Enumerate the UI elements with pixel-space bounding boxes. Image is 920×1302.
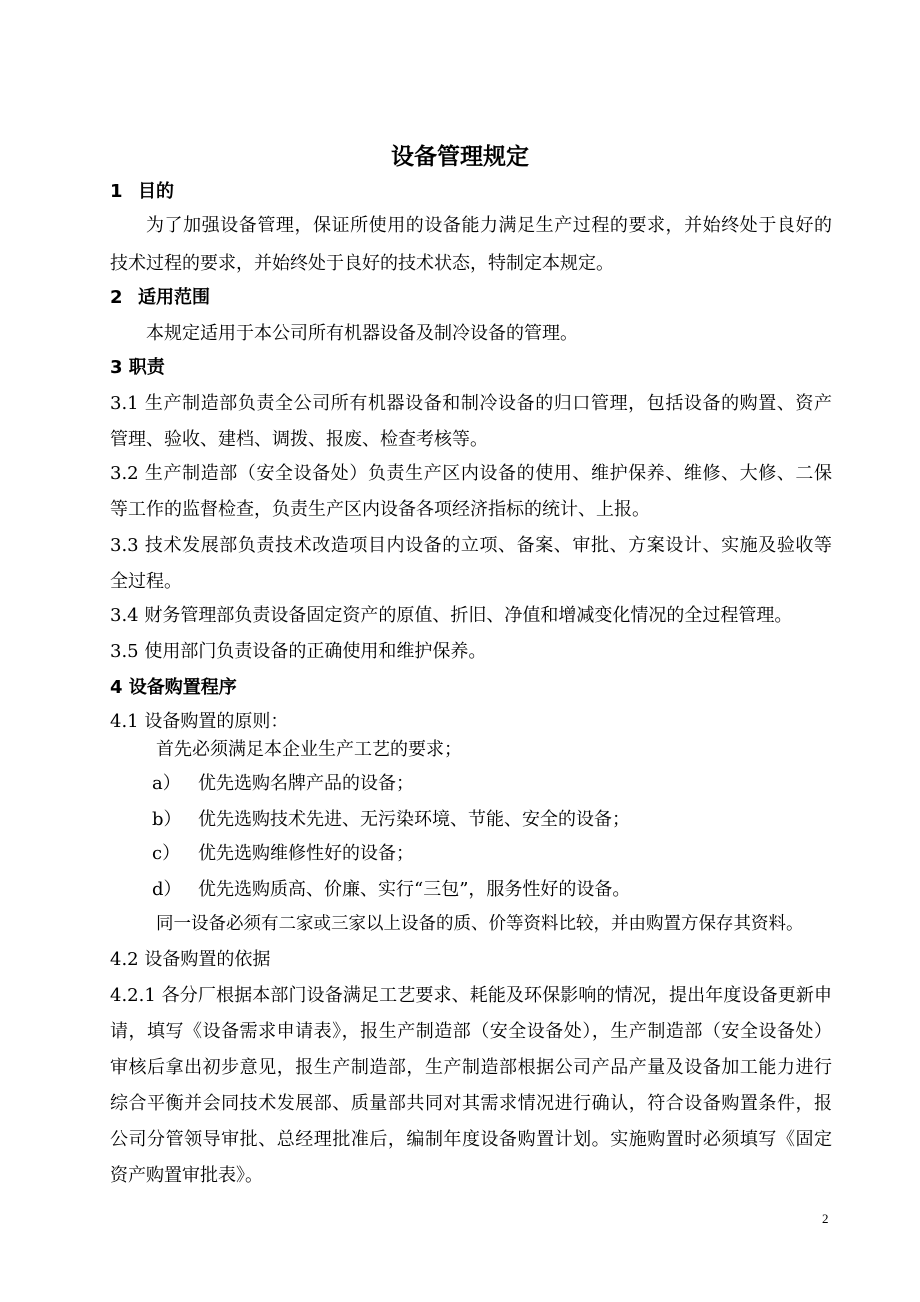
clause-3-3-line-1: 3.3 技术发展部负责技术改造项目内设备的立项、备案、审批、方案设计、实施及验收等 (110, 535, 832, 556)
list-item-text: 优先选购质高、价廉、实行“三包”，服务性好的设备。 (198, 879, 631, 900)
page-number: 2 (822, 1211, 829, 1226)
list-item (152, 772, 874, 796)
list-item-label: c） (152, 843, 181, 864)
clause-3-1-line-1: 3.1 生产制造部负责全公司所有机器设备和制冷设备的归口管理，包括设备的购置、资产 (110, 393, 832, 414)
section-1-number: 1 (110, 181, 123, 202)
clause-3-4: 3.4 财务管理部负责设备固定资产的原值、折旧、净值和增减变化情况的全过程管理。 (110, 605, 793, 626)
section-1-heading (110, 180, 832, 204)
clause-4-1: 4.1 设备购置的原则： (110, 711, 289, 732)
section-2-heading (110, 286, 832, 310)
section-1-title: 目的 (138, 181, 174, 202)
list-item-text: 优先选购维修性好的设备； (198, 843, 414, 864)
clause-3-1-line-2: 管理、验收、建档、调拨、报废、检查考核等。 (110, 429, 488, 450)
clause-4-2-1-line-2: 请，填写《设备需求申请表》，报生产制造部（安全设备处），生产制造部（安全设备处） (110, 1021, 832, 1042)
paragraph-purpose-line-2: 技术过程的要求，并始终处于良好的技术状态，特制定本规定。 (110, 253, 614, 274)
list-item (152, 878, 874, 902)
list-item-label: a） (152, 773, 181, 794)
section-4-heading: 4 设备购置程序 (110, 677, 237, 698)
clause-3-5: 3.5 使用部门负责设备的正确使用和维护保养。 (110, 641, 487, 662)
clause-3-2-line-2: 等工作的监督检查，负责生产区内设备各项经济指标的统计、上报。 (110, 499, 650, 520)
list-item (152, 808, 874, 832)
clause-4-2-1-line-5: 公司分管领导审批、总经理批准后，编制年度设备购置计划。实施购置时必须填写《固定 (110, 1129, 832, 1150)
list-item-text: 优先选购名牌产品的设备； (198, 773, 414, 794)
clause-4-2-1-line-4: 综合平衡并会同技术发展部、质量部共同对其需求情况进行确认，符合设备购置条件，报 (110, 1093, 832, 1114)
section-3-heading: 3 职责 (110, 357, 165, 378)
paragraph-scope: 本规定适用于本公司所有机器设备及制冷设备的管理。 (146, 323, 578, 344)
clause-4-2-1-line-6: 资产购置审批表》。 (110, 1165, 263, 1186)
clause-4-1-intro: 首先必须满足本企业生产工艺的要求； (156, 739, 462, 760)
list-item (152, 842, 874, 866)
clause-4-2-1-line-1: 4.2.1 各分厂根据本部门设备满足工艺要求、耗能及环保影响的情况，提出年度设备更新申 (110, 985, 832, 1006)
section-2-number: 2 (110, 287, 123, 308)
clause-3-3-line-2: 全过程。 (110, 571, 182, 592)
section-2-title: 适用范围 (138, 287, 210, 308)
clause-4-2-1-line-3: 审核后拿出初步意见，报生产制造部，生产制造部根据公司产品产量及设备加工能力进行 (110, 1057, 832, 1078)
paragraph-purpose-line-1: 为了加强设备管理，保证所使用的设备能力满足生产过程的要求，并始终处于良好的 (146, 215, 832, 236)
clause-4-1-closing: 同一设备必须有二家或三家以上设备的质、价等资料比较，并由购置方保存其资料。 (156, 914, 804, 934)
clause-4-2: 4.2 设备购置的依据 (110, 949, 271, 970)
clause-3-2-line-1: 3.2 生产制造部（安全设备处）负责生产区内设备的使用、维护保养、维修、大修、二保 (110, 463, 832, 484)
list-item-label: b） (152, 809, 182, 830)
page-title: 设备管理规定 (391, 144, 529, 170)
list-item-text: 优先选购技术先进、无污染环境、节能、安全的设备； (198, 809, 630, 830)
list-item-label: d） (152, 879, 182, 900)
